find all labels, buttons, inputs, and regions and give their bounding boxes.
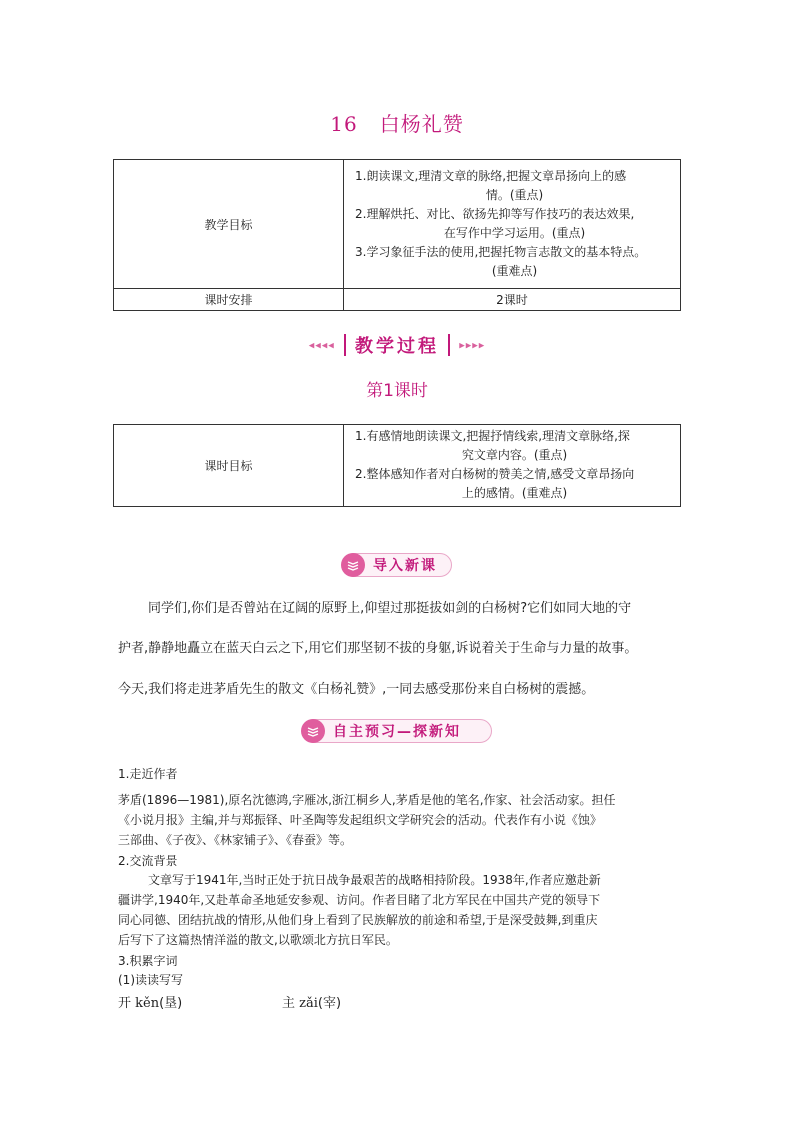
divider xyxy=(448,334,450,356)
lesson-heading: 第1课时 xyxy=(366,381,428,401)
lesson-goals-list xyxy=(344,425,681,507)
author-paragraph: 茅盾(1896—1981),原名沈德鸿,字雁冰,浙江桐乡人,茅盾是他的笔名,作家、社会活动家。担任 《小说月报》主编,并与郑振铎、叶圣陶等发起组织文学研究会的活动。代表作有小说《蚀》 三部曲、《子夜》、《林家铺子》、《春蚕》等。 xyxy=(118,793,616,847)
background-paragraph: 文章写于1941年,当时正处于抗日战争最艰苦的战略相持阶段。1938年,作者应邀赴新 疆讲学,1940年,又赴革命圣地延安参观、访问。作者目睹了北方军民在中国共产党的领导下 同心同德、团结抗战的情形,从他们身上看到了民族解放的前途和希望,于是深受鼓舞,到重庆 后写下了这篇热情洋溢的散文,以歌颂北方抗日军民。 xyxy=(118,873,601,947)
schedule-value: 2课时 xyxy=(344,289,681,311)
section-title: 教学过程 xyxy=(355,336,439,357)
preview-heading: 自主预习—探新知 xyxy=(302,719,492,743)
lesson-title: 白杨礼赞 xyxy=(379,112,464,136)
lesson-goals-table xyxy=(113,424,681,507)
word-item: 开 kěn(垦) xyxy=(118,996,183,1011)
arrows-left-icon: ◂◂◂◂ xyxy=(308,338,335,352)
goal-item: 2.理解烘托、对比、欲扬先抑等写作技巧的表达效果, 在写作中学习运用。(重点) xyxy=(355,206,635,240)
book-icon xyxy=(301,719,325,743)
word-item: 主 zǎi(宰) xyxy=(282,996,342,1011)
section-title: 3.积累字词 xyxy=(118,954,178,968)
intro-line: 护者,静静地矗立在蓝天白云之下,用它们那坚韧不拔的身躯,诉说着关于生命与力量的故事。 xyxy=(118,641,638,656)
lesson-goals-label: 课时目标 xyxy=(114,425,344,507)
page-title xyxy=(0,108,794,137)
teaching-goals-label: 教学目标 xyxy=(114,160,344,289)
teaching-goals-list xyxy=(344,160,681,289)
intro-heading: 导入新课 xyxy=(342,553,452,577)
schedule-label: 课时安排 xyxy=(114,289,344,311)
arrows-right-icon: ▸▸▸▸ xyxy=(459,338,486,352)
section-title: 1.走近作者 xyxy=(118,767,178,781)
divider xyxy=(344,334,346,356)
teaching-goals-table xyxy=(113,159,681,311)
goal-item: 1.朗读课文,理清文章的脉络,把握文章昂扬向上的感 情。(重点) xyxy=(355,168,627,202)
intro-line: 今天,我们将走进茅盾先生的散文《白杨礼赞》,一同去感受那份来自白杨树的震撼。 xyxy=(118,682,595,697)
lesson-number: 16 xyxy=(330,112,358,136)
section-title: 2.交流背景 xyxy=(118,854,178,868)
section-banner xyxy=(0,332,794,358)
goal-item: 1.有感情地朗读课文,把握抒情线索,理清文章脉络,探 究文章内容。(重点) xyxy=(355,429,630,462)
subsection-title: (1)读读写写 xyxy=(118,973,183,987)
goal-item: 3.学习象征手法的使用,把握托物言志散文的基本特点。 (重难点) xyxy=(355,244,647,278)
goal-item: 2.整体感知作者对白杨树的赞美之情,感受文章昂扬向 上的感情。(重难点) xyxy=(355,467,635,500)
book-icon xyxy=(341,553,365,577)
intro-line: 同学们,你们是否曾站在辽阔的原野上,仰望过那挺拔如剑的白杨树?它们如同大地的守 xyxy=(148,601,632,616)
